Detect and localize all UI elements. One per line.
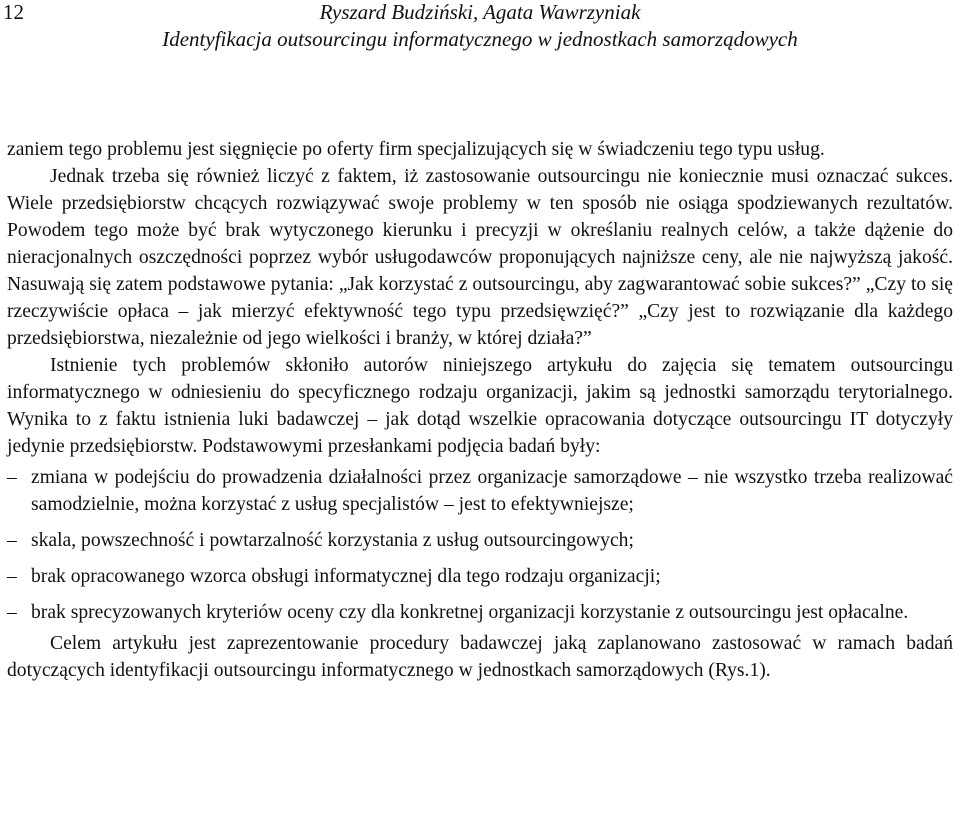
dash-bullet: – bbox=[7, 467, 17, 488]
list-item-text: brak sprecyzowanych kryteriów oceny czy dla konkretnej organizacji korzystanie z outsourcingu jest opłacalne. bbox=[31, 602, 909, 623]
list-item bbox=[7, 527, 953, 554]
list-item-text: brak opracowanego wzorca obsługi informatycznej dla tego rodzaju organizacji; bbox=[31, 566, 661, 587]
header-title: Identyfikacja outsourcingu informatycznego w jednostkach samorządowych bbox=[162, 27, 798, 51]
premises-list bbox=[7, 464, 953, 626]
list-item-text: zmiana w podejściu do prowadzenia działalności przez organizacje samorządowe – nie wszystko trzeba realizować samodzielnie, można korzystać z usług specjalistów – jest to efektywniejsze; bbox=[31, 467, 953, 515]
paragraph-motivation: Istnienie tych problemów skłoniło autorów niniejszego artykułu do zajęcia się tematem outsourcingu informatycznego w odniesieniu do specyficznego rodzaju organizacji, jakim są jednostki samorządu terytorialnego. Wynika to z faktu istnienia luki badawczej – jak dotąd wszelkie opracowania dotyczące outsourcingu IT dotyczyły jedynie przedsiębiorstw. Podstawowymi przesłankami podjęcia badań były: bbox=[7, 355, 953, 457]
page-number: 12 bbox=[3, 0, 24, 24]
list-item bbox=[7, 464, 953, 518]
list-item bbox=[7, 599, 953, 626]
paragraph-questions: Jednak trzeba się również liczyć z faktem, iż zastosowanie outsourcingu nie koniecznie musi oznaczać sukces. Wiele przedsiębiorstw chcących rozwiązywać swoje problemy w ten sposób nie osiąga spodziewanych rezultatów. Powodem tego może być brak wytyczonego kierunku i precyzji w określaniu realnych celów, a także dążenie do nieracjonalnych oszczędności poprzez wybór usługodawców proponujących najniższe ceny, ale nie najwyższą jakość. Nasuwają się zatem podstawowe pytania: „Jak korzystać z outsourcingu, aby zagwarantować sobie sukces?” „Czy to się rzeczywiście opłaca – jak mierzyć efektywność tego typu przedsięwzięć?” „Czy jest to rozwiązanie dla każdego przedsiębiorstwa, niezależnie od jego wielkości i branży, w której działa?” bbox=[7, 166, 953, 349]
paragraph-aim: Celem artykułu jest zaprezentowanie procedury badawczej jaką zaplanowano zastosować w ramach badań dotyczących identyfikacji outsourcingu informatycznego w jednostkach samorządowych (Rys.1). bbox=[7, 633, 953, 681]
body-text bbox=[7, 136, 953, 684]
running-header bbox=[0, 0, 960, 60]
list-item bbox=[7, 563, 953, 590]
list-item-text: skala, powszechność i powtarzalność korzystania z usług outsourcingowych; bbox=[31, 530, 634, 551]
dash-bullet: – bbox=[7, 602, 17, 623]
paragraph-continuation: zaniem tego problemu jest sięgnięcie po oferty firm specjalizujących się w świadczeniu tego typu usług. bbox=[7, 139, 825, 160]
dash-bullet: – bbox=[7, 530, 17, 551]
dash-bullet: – bbox=[7, 566, 17, 587]
header-authors: Ryszard Budziński, Agata Wawrzyniak bbox=[319, 0, 641, 24]
